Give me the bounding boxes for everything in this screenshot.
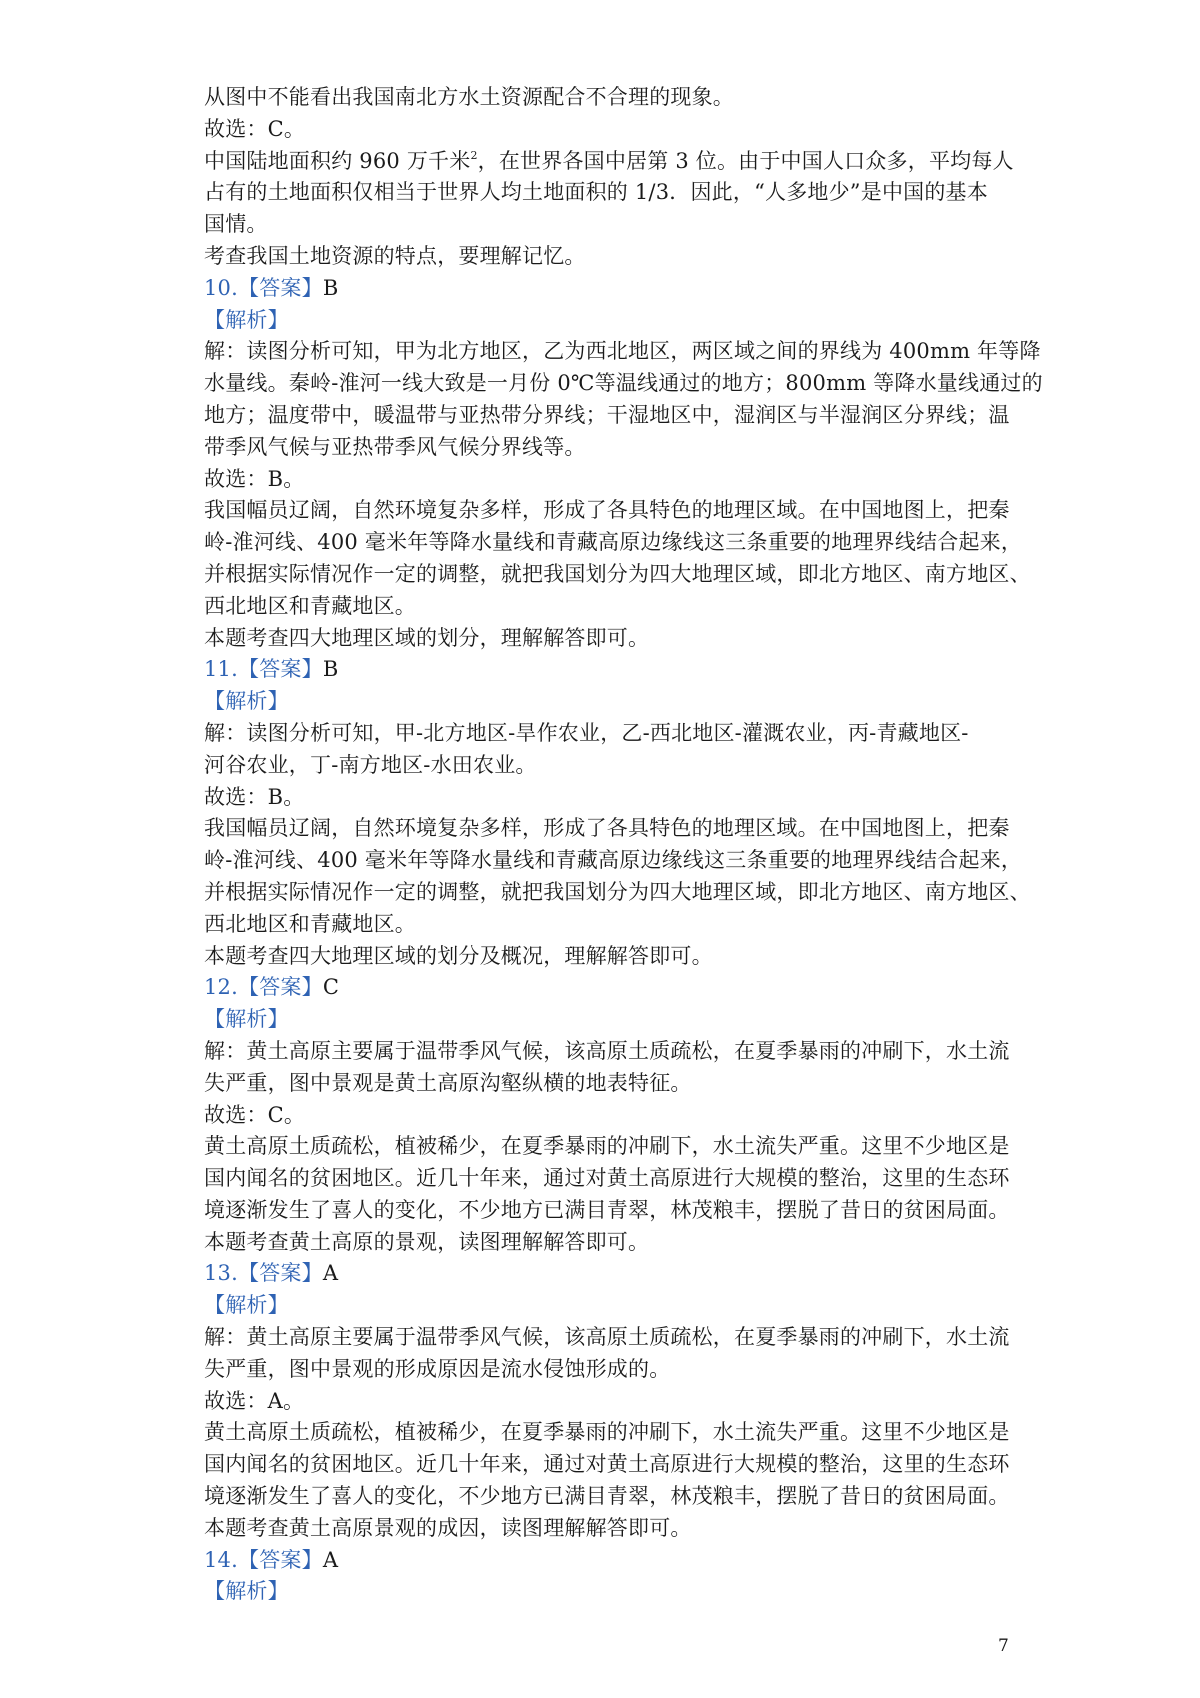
text-line: 解：黄土高原主要属于温带季风气候，该高原土质疏松，在夏季暴雨的冲刷下，水土流 (204, 1038, 1010, 1063)
analysis-heading: 【解析】 (204, 1007, 289, 1032)
answer-value: C (322, 975, 340, 1000)
answer-label: 【答案】 (238, 1547, 323, 1572)
question-number: 13. (204, 1261, 238, 1286)
text-line: 故选：C。 (204, 1102, 306, 1127)
text-line: 本题考查四大地理区域的划分及概况，理解解答即可。 (204, 943, 713, 968)
text-line: 带季风气候与亚热带季风气候分界线等。 (204, 434, 586, 459)
text-line: 考查我国土地资源的特点，要理解记忆。 (204, 243, 586, 268)
answer-heading (204, 1545, 1010, 1577)
superscript: 2 (470, 148, 478, 162)
answer-heading (204, 972, 1010, 1004)
text-line: 并根据实际情况作一定的调整，就把我国划分为四大地理区域，即北方地区、南方地区、 (204, 879, 1031, 904)
text-line: 故选：A。 (204, 1388, 305, 1413)
text-line: 并根据实际情况作一定的调整，就把我国划分为四大地理区域，即北方地区、南方地区、 (204, 561, 1031, 586)
text-line: 西北地区和青藏地区。 (204, 593, 416, 618)
text-line: 解：读图分析可知，甲-北方地区-旱作农业，乙-西北地区-灌溉农业，丙-青藏地区- (204, 720, 969, 745)
text-line: 解：黄土高原主要属于温带季风气候，该高原土质疏松，在夏季暴雨的冲刷下，水土流 (204, 1325, 1010, 1350)
answer-label: 【答案】 (238, 657, 323, 682)
answer-heading (204, 654, 1010, 686)
text-line: 黄土高原土质疏松，植被稀少，在夏季暴雨的冲刷下，水土流失严重。这里不少地区是 (204, 1134, 1010, 1159)
answer-label: 【答案】 (238, 1261, 323, 1286)
text-line: 岭-淮河线、400 毫米年等降水量线和青藏高原边缘线这三条重要的地理界线结合起来， (204, 530, 1023, 555)
text-line: 岭-淮河线、400 毫米年等降水量线和青藏高原边缘线这三条重要的地理界线结合起来， (204, 848, 1023, 873)
text-line: 失严重，图中景观的形成原因是流水侵蚀形成的。 (204, 1356, 671, 1381)
text-segment: ，在世界各国中居第 3 位。由于中国人口众多，平均每人 (477, 148, 1014, 173)
answer-heading (204, 273, 1010, 305)
answer-value: B (322, 275, 339, 300)
text-line: 本题考查黄土高原景观的成因，读图理解解答即可。 (204, 1515, 692, 1540)
question-number: 14. (204, 1547, 238, 1572)
text-segment: 中国陆地面积约 960 万千米 (204, 148, 471, 173)
document-body (204, 82, 1043, 1608)
answer-value: B (322, 657, 339, 682)
text-line: 我国幅员辽阔，自然环境复杂多样，形成了各具特色的地理区域。在中国地图上，把秦 (204, 816, 1010, 841)
text-line: 本题考查四大地理区域的划分，理解解答即可。 (204, 625, 650, 650)
text-line: 解：读图分析可知，甲为北方地区，乙为西北地区，两区域之间的界线为 400mm 年等降 (204, 339, 1041, 364)
text-line: 故选：B。 (204, 784, 305, 809)
text-line: 故选：C。 (204, 116, 306, 141)
text-line: 我国幅员辽阔，自然环境复杂多样，形成了各具特色的地理区域。在中国地图上，把秦 (204, 498, 1010, 523)
question-number: 10. (204, 275, 238, 300)
question-number: 11. (204, 657, 238, 682)
text-line: 国内闻名的贫困地区。近几十年来，通过对黄土高原进行大规模的整治，这里的生态环 (204, 1452, 1010, 1477)
text-line: 境逐渐发生了喜人的变化，不少地方已满目青翠，林茂粮丰，摆脱了昔日的贫困局面。 (204, 1197, 1010, 1222)
text-line (204, 146, 1014, 178)
text-line: 地方；温度带中，暖温带与亚热带分界线；干湿地区中，湿润区与半湿润区分界线；温 (204, 402, 1010, 427)
text-line: 国情。 (204, 212, 268, 237)
text-line: 占有的土地面积仅相当于世界人均土地面积的 1/3．因此，“人多地少”是中国的基本 (204, 180, 988, 205)
text-line: 黄土高原土质疏松，植被稀少，在夏季暴雨的冲刷下，水土流失严重。这里不少地区是 (204, 1420, 1010, 1445)
text-line: 失严重，图中景观是黄土高原沟壑纵横的地表特征。 (204, 1070, 692, 1095)
text-line: 国内闻名的贫困地区。近几十年来，通过对黄土高原进行大规模的整治，这里的生态环 (204, 1166, 1010, 1191)
analysis-heading: 【解析】 (204, 307, 289, 332)
text-line: 河谷农业，丁-南方地区-水田农业。 (204, 752, 537, 777)
text-line: 西北地区和青藏地区。 (204, 911, 416, 936)
answer-value: A (322, 1547, 339, 1572)
text-line: 水量线。秦岭-淮河一线大致是一月份 0℃等温线通过的地方；800mm 等降水量线通过的 (204, 371, 1043, 396)
text-line: 从图中不能看出我国南北方水土资源配合不合理的现象。 (204, 85, 734, 109)
analysis-heading: 【解析】 (204, 689, 289, 714)
answer-label: 【答案】 (238, 275, 323, 300)
answer-heading (204, 1258, 1010, 1290)
page-number: 7 (998, 1636, 1009, 1656)
question-number: 12. (204, 975, 238, 1000)
answer-label: 【答案】 (238, 975, 323, 1000)
text-line: 境逐渐发生了喜人的变化，不少地方已满目青翠，林茂粮丰，摆脱了昔日的贫困局面。 (204, 1484, 1010, 1509)
answer-value: A (322, 1261, 339, 1286)
analysis-heading: 【解析】 (204, 1579, 289, 1604)
text-line: 本题考查黄土高原的景观，读图理解解答即可。 (204, 1229, 650, 1254)
text-line: 故选：B。 (204, 466, 305, 491)
analysis-heading: 【解析】 (204, 1293, 289, 1318)
